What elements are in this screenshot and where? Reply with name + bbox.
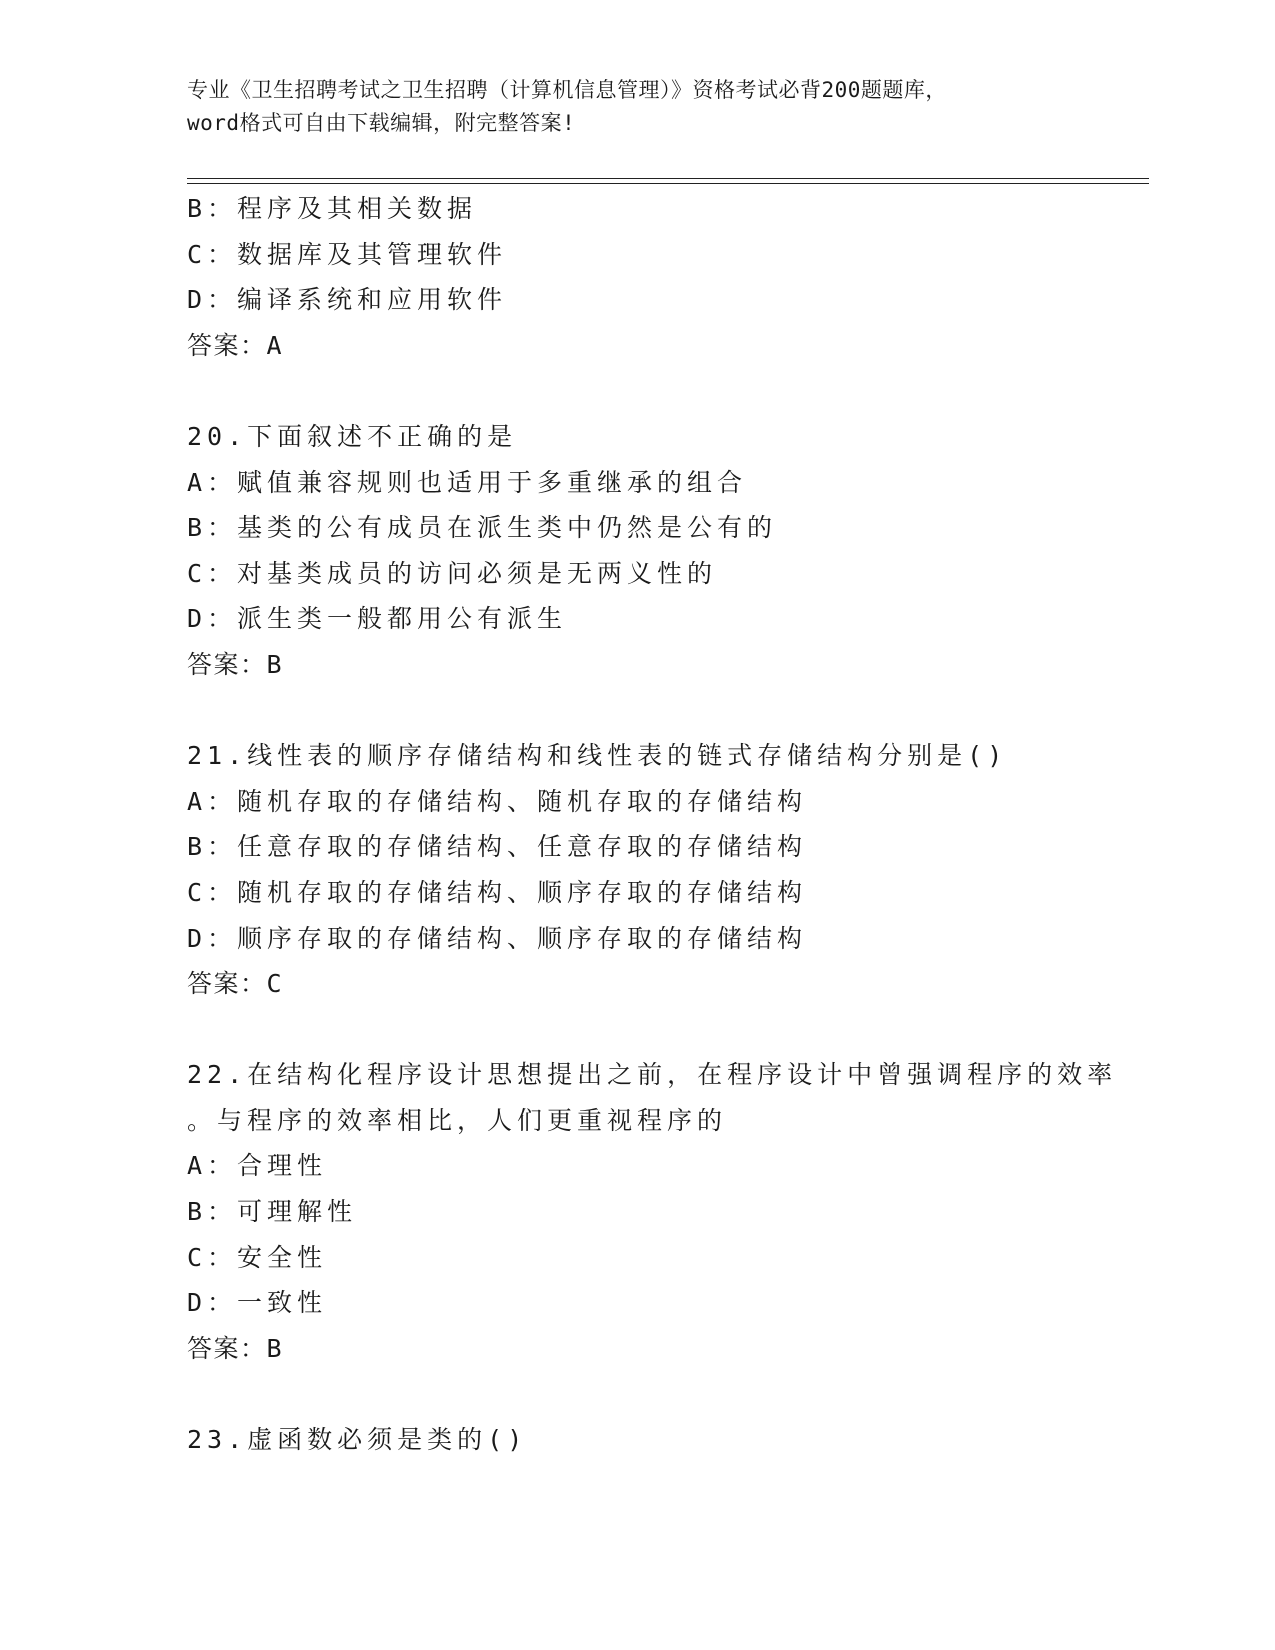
answer-label: 答案：B xyxy=(187,1333,284,1363)
question-20 xyxy=(187,414,1107,688)
option-c: C：对基类成员的访问必须是无两义性的 xyxy=(187,558,718,588)
option-d: D：编译系统和应用软件 xyxy=(187,285,508,315)
header-line-1: 专业《卫生招聘考试之卫生招聘（计算机信息管理）》资格考试必背200题题库， xyxy=(187,78,947,102)
option-a: A：赋值兼容规则也适用于多重继承的组合 xyxy=(187,467,748,497)
option-d: D：派生类一般都用公有派生 xyxy=(187,604,568,634)
question-19-continued xyxy=(187,186,1107,368)
option-a: A：随机存取的存储结构、随机存取的存储结构 xyxy=(187,786,808,816)
question-stem: 21.线性表的顺序存储结构和线性表的链式存储结构分别是() xyxy=(187,741,1008,771)
question-list xyxy=(187,186,1118,1463)
option-d: D：顺序存取的存储结构、顺序存取的存储结构 xyxy=(187,923,808,953)
header-line-2: word格式可自由下载编辑，附完整答案! xyxy=(187,111,576,135)
answer-label: 答案：C xyxy=(187,969,284,999)
option-c: C：安全性 xyxy=(187,1242,328,1272)
answer-label: 答案：A xyxy=(187,330,284,360)
option-d: D：一致性 xyxy=(187,1288,328,1318)
question-stem: 23.虚函数必须是类的() xyxy=(187,1425,528,1455)
question-22 xyxy=(187,1052,1118,1371)
header-divider-bottom xyxy=(187,183,1149,184)
option-c: C：随机存取的存储结构、顺序存取的存储结构 xyxy=(187,877,808,907)
option-b: B：基类的公有成员在派生类中仍然是公有的 xyxy=(187,513,778,543)
answer-label: 答案：B xyxy=(187,649,284,679)
question-stem: 22.在结构化程序设计思想提出之前，在程序设计中曾强调程序的效率 xyxy=(187,1060,1118,1090)
option-b: B：程序及其相关数据 xyxy=(187,194,478,223)
question-stem: 20.下面叙述不正确的是 xyxy=(187,421,518,451)
header-divider-top xyxy=(187,178,1149,179)
question-stem-continued: 。与程序的效率相比，人们更重视程序的 xyxy=(187,1105,728,1135)
option-a: A：合理性 xyxy=(187,1151,328,1181)
question-23 xyxy=(187,1417,1107,1463)
document-header xyxy=(187,74,1087,140)
option-b: B：可理解性 xyxy=(187,1197,358,1227)
question-21 xyxy=(187,733,1107,1007)
option-c: C：数据库及其管理软件 xyxy=(187,239,508,269)
option-b: B：任意存取的存储结构、任意存取的存储结构 xyxy=(187,832,808,862)
